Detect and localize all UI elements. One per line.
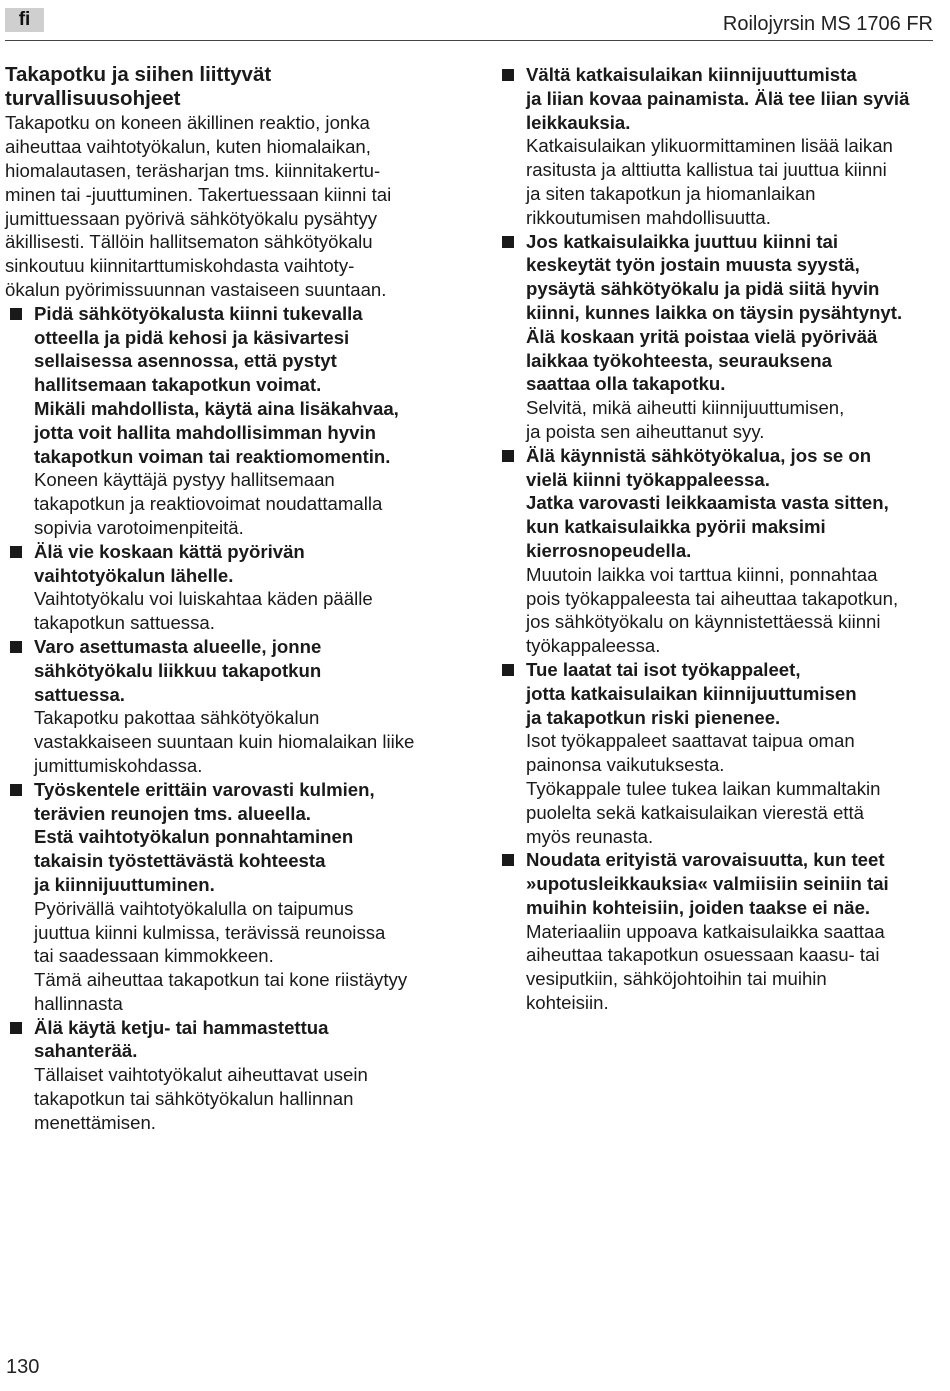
text-line: vesiputkiin, sähköjohtoihin tai muihin (526, 968, 827, 990)
text-line: Noudata erityistä varovaisuutta, kun teet (526, 849, 885, 871)
text-line: minen tai -juuttuminen. Takertuessaan kiinni tai (5, 183, 392, 205)
item-instruction (526, 444, 937, 563)
list-item (5, 1016, 445, 1135)
item-explanation (526, 920, 937, 1015)
item-instruction (34, 635, 445, 706)
item-explanation (34, 706, 445, 777)
text-line: kun katkaisulaikka pyörii maksimi (526, 516, 826, 538)
item-explanation (34, 897, 445, 1016)
item-explanation (526, 729, 937, 848)
text-line: Takapotku pakottaa sähkötyökalun (34, 707, 320, 729)
text-line: ja liian kovaa painamista. Älä tee liian syviä (526, 87, 910, 109)
text-line: Tällaiset vaihtotyökalut aiheuttavat usein (34, 1064, 368, 1086)
document-title: Roilojyrsin MS 1706 FR (722, 13, 933, 35)
text-line: Materiaaliin uppoava katkaisulaikka saattaa (526, 920, 885, 942)
text-line: Tue laatat tai isot työkappaleet, (526, 658, 801, 680)
item-explanation (526, 134, 937, 229)
text-line: vaihtotyökalun lähelle. (34, 564, 234, 586)
square-bullet-icon (502, 69, 514, 81)
square-bullet-icon (502, 854, 514, 866)
text-line: Älä käynnistä sähkötyökalua, jos se on (526, 444, 872, 466)
text-line: Estä vaihtotyökalun ponnahtaminen (34, 826, 354, 848)
text-line: ökalun pyörimissuunnan vastaiseen suuntaan. (5, 278, 387, 300)
text-line: myös reunasta. (526, 825, 654, 847)
text-line: Älä käytä ketju- tai hammastettua (34, 1016, 329, 1038)
text-line: hallitsemaan takapotkun voimat. (34, 374, 322, 396)
square-bullet-icon (502, 236, 514, 248)
text-line: pysäytä sähkötyökalu ja pidä siitä hyvin (526, 278, 880, 300)
item-instruction (526, 230, 937, 397)
text-line: sattuessa. (34, 683, 125, 705)
text-line: rikkoutumisen mahdollisuutta. (526, 206, 771, 228)
text-line: hallinnasta (34, 992, 123, 1014)
text-line: Isot työkappaleet saattavat taipua oman (526, 730, 855, 752)
text-line: leikkauksia. (526, 111, 631, 133)
text-line: juuttua kiinni kulmissa, terävissä reunoissa (34, 921, 386, 943)
left-bullet-list (5, 302, 445, 1135)
text-line: vastakkaiseen suuntaan kuin hiomalaikan liike (34, 731, 415, 753)
text-line: Koneen käyttäjä pystyy hallitsemaan (34, 469, 335, 491)
text-line: ja takapotkun riski pienenee. (526, 706, 781, 728)
text-line: Katkaisulaikan ylikuormittaminen lisää laikan (526, 135, 893, 157)
text-line: puolelta sekä katkaisulaikan vierestä että (526, 801, 864, 823)
language-tab: fi (5, 8, 44, 32)
item-instruction (526, 63, 937, 134)
text-line: keskeytät työn jostain muusta syystä, (526, 254, 860, 276)
text-line: Jos katkaisulaikka juuttuu kiinni tai (526, 230, 839, 252)
square-bullet-icon (502, 450, 514, 462)
item-explanation (526, 563, 937, 658)
text-line: takapotkun voiman tai reaktiomomentin. (34, 445, 391, 467)
text-line: sähkötyökalu liikkuu takapotkun (34, 659, 322, 681)
text-line: takapotkun ja reaktiovoimat noudattamalla (34, 493, 383, 515)
text-line: Mikäli mahdollista, käytä aina lisäkahvaa, (34, 397, 399, 419)
text-line: laikkaa työkohteesta, seurauksena (526, 349, 832, 371)
item-instruction (526, 848, 937, 919)
text-line: Takapotku on koneen äkillinen reaktio, jonka (5, 112, 370, 134)
list-item (5, 540, 445, 635)
text-line: kiinni, kunnes laikka on täysin pysähtynyt. (526, 301, 903, 323)
item-instruction (34, 540, 445, 588)
intro-paragraph (5, 111, 445, 301)
text-line: aiheuttaa takapotkun osuessaan kaasu- tai (526, 944, 880, 966)
text-line: sahanterää. (34, 1040, 138, 1062)
right-column (497, 63, 937, 1015)
text-line: sellaisessa asennossa, että pystyt (34, 350, 337, 372)
text-line: muihin kohteisiin, joiden taakse ei näe. (526, 896, 871, 918)
list-item (5, 635, 445, 778)
text-line: jumittuessaan pyörivä sähkötyökalu pysähtyy (5, 207, 378, 229)
square-bullet-icon (10, 1022, 22, 1034)
page-number: 130 (6, 1356, 40, 1378)
text-line: sopivia varotoimenpiteitä. (34, 516, 244, 538)
text-line: turvallisuusohjeet (5, 87, 181, 111)
item-instruction (34, 302, 445, 469)
item-explanation (34, 1063, 445, 1134)
text-line: Pyörivällä vaihtotyökalulla on taipumus (34, 897, 354, 919)
text-line: otteella ja pidä kehosi ja käsivartesi (34, 326, 350, 348)
item-explanation (526, 396, 937, 444)
square-bullet-icon (10, 308, 22, 320)
item-instruction (526, 658, 937, 729)
text-line: jotta voit hallita mahdollisimman hyvin (34, 421, 376, 443)
text-line: terävien reunojen tms. alueella. (34, 802, 311, 824)
text-line: työkappaleessa. (526, 635, 661, 657)
text-line: ja kiinnijuuttuminen. (34, 873, 215, 895)
text-line: äkillisesti. Tällöin hallitsematon sähkötyökalu (5, 231, 373, 253)
text-line: Selvitä, mikä aiheutti kiinnijuuttumisen, (526, 397, 845, 419)
list-item (497, 63, 937, 230)
list-item (497, 848, 937, 1015)
text-line: kohteisiin. (526, 992, 609, 1014)
text-line: rasitusta ja alttiutta kallistua tai juuttua kiinni (526, 159, 887, 181)
text-line: Vaihtotyökalu voi luiskahtaa käden päälle (34, 588, 373, 610)
text-line: pois työkappaleesta tai aiheuttaa takapotkun, (526, 587, 899, 609)
square-bullet-icon (10, 784, 22, 796)
text-line: hiomalautasen, teräsharjan tms. kiinnitakertu- (5, 160, 381, 181)
section-heading (5, 63, 445, 111)
text-line: jumittumiskohdassa. (34, 754, 203, 776)
text-line: Pidä sähkötyökalusta kiinni tukevalla (34, 302, 363, 324)
list-item (5, 778, 445, 1016)
list-item (497, 658, 937, 848)
text-line: Työkappale tulee tukea laikan kummaltakin (526, 777, 881, 799)
list-item (5, 302, 445, 540)
text-line: jotta katkaisulaikan kiinnijuuttumisen (526, 682, 857, 704)
text-line: kierrosnopeudella. (526, 539, 692, 561)
text-line: ja poista sen aiheuttanut syy. (526, 420, 765, 442)
right-bullet-list (497, 63, 937, 1015)
text-line: Vältä katkaisulaikan kiinnijuuttumista (526, 64, 857, 85)
square-bullet-icon (10, 546, 22, 558)
item-instruction (34, 778, 445, 897)
text-line: Muutoin laikka voi tarttua kiinni, ponnahtaa (526, 563, 878, 585)
text-line: Työskentele erittäin varovasti kulmien, (34, 778, 375, 800)
list-item (497, 230, 937, 444)
item-instruction (34, 1016, 445, 1064)
text-line: ja siten takapotkun ja hiomanlaikan (526, 182, 816, 204)
text-line: takaisin työstettävästä kohteesta (34, 850, 326, 872)
text-line: Varo asettumasta alueelle, jonne (34, 635, 322, 657)
text-line: Tämä aiheuttaa takapotkun tai kone riistäytyy (34, 969, 408, 991)
square-bullet-icon (10, 641, 22, 653)
text-line: vielä kiinni työkappaleessa. (526, 468, 770, 490)
text-line: Jatka varovasti leikkaamista vasta sitten, (526, 492, 889, 514)
text-line: takapotkun sattuessa. (34, 612, 215, 634)
header-divider (5, 40, 933, 41)
text-line: aiheuttaa vaihtotyökalun, kuten hiomalaikan, (5, 136, 371, 158)
text-line: tai saadessaan kimmokkeen. (34, 945, 274, 967)
text-line: menettämisen. (34, 1111, 156, 1133)
text-line: painonsa vaikutuksesta. (526, 754, 725, 776)
left-column (5, 63, 445, 1135)
item-explanation (34, 587, 445, 635)
list-item (497, 444, 937, 658)
text-line: jos sähkötyökalu on käynnistettäessä kiinni (526, 611, 881, 633)
text-line: »upotusleikkauksia« valmiisiin seiniin tai (526, 873, 889, 895)
text-line: saattaa olla takapotku. (526, 373, 726, 395)
text-line: Takapotku ja siihen liittyvät (5, 63, 272, 86)
text-line: takapotkun tai sähkötyökalun hallinnan (34, 1088, 354, 1110)
item-explanation (34, 468, 445, 539)
text-line: sinkoutuu kiinnitarttumiskohdasta vaihtoty- (5, 255, 355, 277)
text-line: Älä vie koskaan kättä pyörivän (34, 540, 305, 562)
text-line: Älä koskaan yritä poistaa vielä pyörivää (526, 325, 878, 347)
square-bullet-icon (502, 664, 514, 676)
